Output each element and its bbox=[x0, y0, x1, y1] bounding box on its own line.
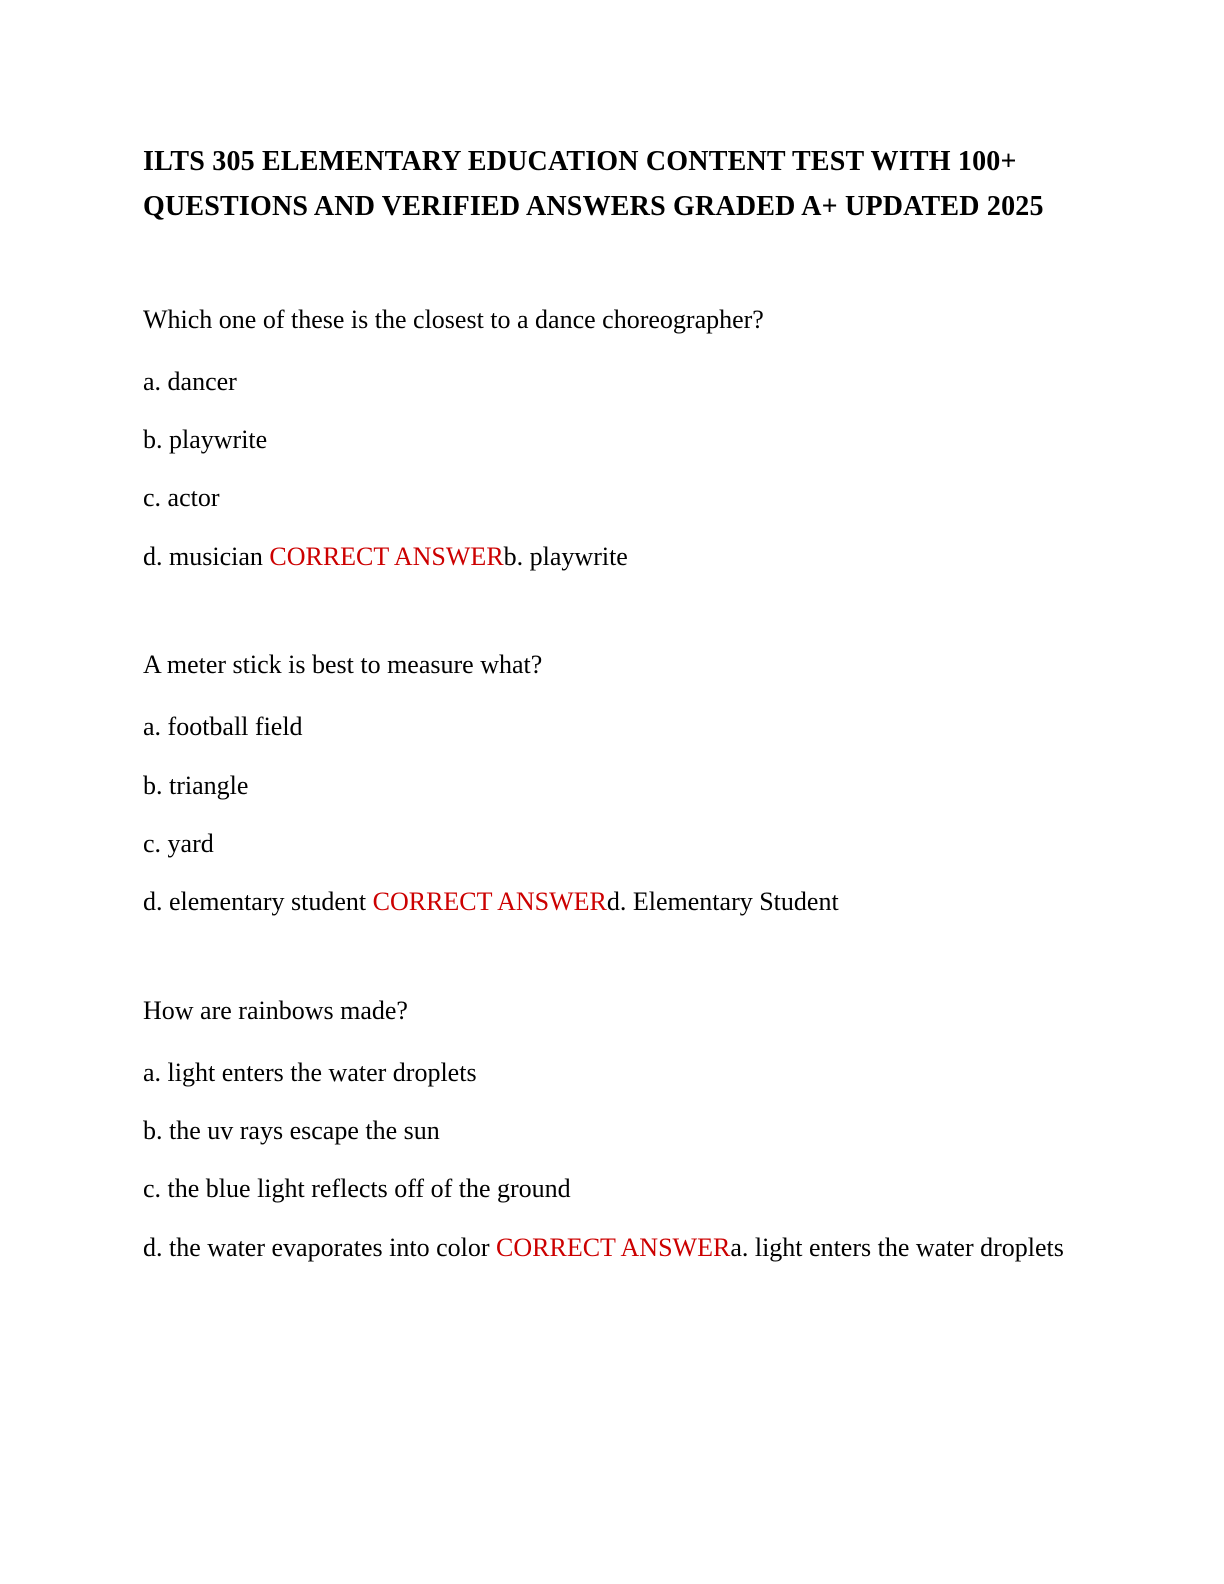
option-text: d. musician bbox=[143, 541, 270, 571]
option-text: a. dancer bbox=[143, 366, 237, 396]
option-text: c. yard bbox=[143, 828, 214, 858]
option-line bbox=[143, 478, 1081, 518]
question-text: Which one of these is the closest to a dance choreographer? bbox=[143, 304, 764, 334]
option-line bbox=[143, 420, 1081, 460]
option-line bbox=[143, 1053, 1081, 1093]
option-text: c. actor bbox=[143, 483, 220, 513]
option-text: b. triangle bbox=[143, 770, 249, 800]
option-line bbox=[143, 362, 1081, 402]
option-line-with-answer bbox=[143, 1228, 1081, 1268]
option-text: c. the blue light reflects off of the ground bbox=[143, 1174, 571, 1204]
question-text: How are rainbows made? bbox=[143, 995, 408, 1025]
option-line bbox=[143, 707, 1081, 747]
option-line bbox=[143, 1169, 1081, 1209]
option-line-with-answer bbox=[143, 882, 1081, 922]
option-text: b. the uv rays escape the sun bbox=[143, 1116, 440, 1146]
question-text: A meter stick is best to measure what? bbox=[143, 650, 543, 680]
correct-answer-marker: CORRECT ANSWER bbox=[496, 1232, 731, 1262]
question-block-1 bbox=[143, 300, 1081, 577]
option-line bbox=[143, 766, 1081, 806]
option-line bbox=[143, 1111, 1081, 1151]
option-text: d. the water evaporates into color bbox=[143, 1232, 497, 1262]
correct-answer-text: b. playwrite bbox=[503, 541, 628, 571]
option-text: d. elementary student bbox=[143, 887, 373, 917]
option-text: a. light enters the water droplets bbox=[143, 1057, 477, 1087]
correct-answer-text: d. Elementary Student bbox=[606, 887, 839, 917]
option-text: a. football field bbox=[143, 712, 303, 742]
correct-answer-text: a. light enters the water droplets bbox=[730, 1232, 1064, 1262]
question-block-2 bbox=[143, 595, 1081, 922]
document-title: ILTS 305 ELEMENTARY EDUCATION CONTENT TEST WITH 100+ QUESTIONS AND VERIFIED ANSWERS GRADED A+ UPDATED 2025 bbox=[143, 146, 1044, 222]
option-line bbox=[143, 824, 1081, 864]
option-text: b. playwrite bbox=[143, 425, 268, 455]
correct-answer-marker: CORRECT ANSWER bbox=[372, 887, 607, 917]
question-block-3 bbox=[143, 941, 1081, 1268]
option-line-with-answer bbox=[143, 537, 1081, 577]
correct-answer-marker: CORRECT ANSWER bbox=[269, 541, 504, 571]
